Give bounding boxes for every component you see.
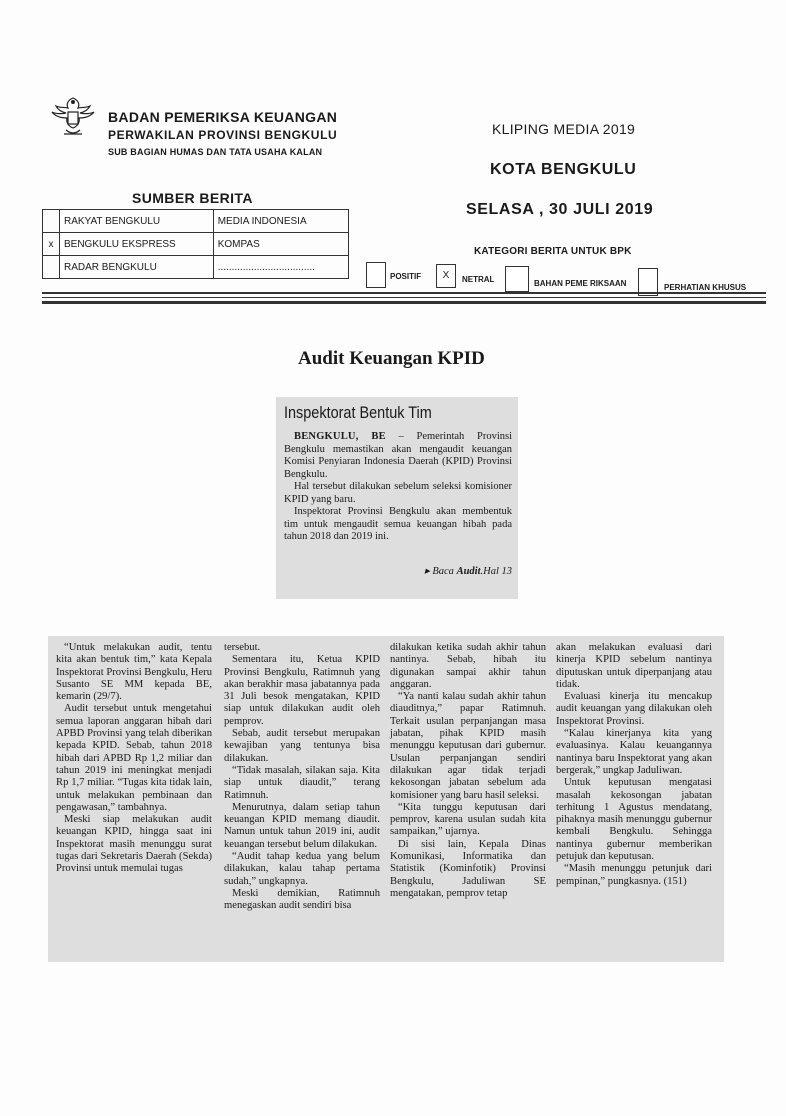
paragraph: “Ya nanti kalau sudah akhir tahun diauditnya,” papar Ratimnuh. Terkait usulan perpanjangan masa jabatan, pihak KPID masih menunggu keputusan dari gubernur. Usulan perpanjangan sendiri dilakukan agar tidak terjadi kekosongan jabatan sebelum ada komisioner yang baru hasil seleksi.: [390, 691, 546, 801]
kategori-label-perhatian: PERHATIAN KHUSUS: [664, 283, 747, 292]
paragraph: Meski demikian, Ratimnuh menegaskan audit sendiri bisa: [224, 887, 380, 912]
lead-paragraph: BENGKULU, BE – Pemerintah Provinsi Bengkulu memastikan akan mengaudit keuangan Komisi Penyiaran Indonesia Daerah (KPID) Provinsi Bengkulu.: [284, 431, 513, 480]
paragraph: “Kalau kinerjanya kita yang evaluasinya. Kalau keuangannya nantinya baru Inspektorat yang akan bergerak,” ungkap Jaduliwan.: [556, 728, 712, 776]
clipping-continuation: [48, 636, 724, 962]
kategori-label-netral: NETRAL: [462, 275, 495, 284]
date-label: SELASA , 30 JULI 2019: [466, 201, 654, 218]
kategori-label-positif: POSITIF: [390, 272, 422, 281]
org-name-line1: BADAN PEMERIKSA KEUANGAN: [108, 109, 338, 125]
org-name-line3: SUB BAGIAN HUMAS DAN TATA USAHA KALAN: [108, 147, 323, 157]
kliping-label: KLIPING MEDIA 2019: [492, 121, 636, 137]
paragraph: tersebut.: [224, 642, 261, 653]
paragraph: dilakukan ketika sudah akhir tahun nantinya. Sebab, hibah itu digunakan sampai akhir tahun anggaran.: [390, 642, 546, 690]
source-checkbox[interactable]: [43, 256, 60, 279]
source-name: RADAR BENGKULU: [60, 256, 214, 279]
kategori-checkbox-positif[interactable]: [366, 262, 386, 288]
paragraph: Audit tersebut untuk mengetahui semua laporan anggaran hibah dari APBD Provinsi yang telah diberikan kepada KPID. Sebab, tahun 2018 hibah dari APBD Rp 1,2 miliar dan tahun 2019 ini meningkat menjadi Rp 1,7 miliar. “Tugas kita tidak lain, untuk melakukan pembinaan dan pengawasan,” tambahnya.: [56, 703, 212, 813]
article-headline: Audit Keuangan KPID: [298, 348, 485, 369]
kota-label: KOTA BENGKULU: [490, 161, 637, 178]
table-row: [43, 256, 349, 279]
continue-reference: ▸ Baca Audit.Hal 13: [424, 566, 512, 577]
garuda-emblem-icon: [44, 88, 102, 146]
paragraph: “Tidak masalah, silakan saja. Kita siap untuk diaudit,” terang Ratimnuh.: [224, 764, 380, 801]
table-row: [43, 233, 349, 256]
source-checkbox[interactable]: x: [43, 233, 60, 256]
kategori-checkbox-netral[interactable]: X: [436, 264, 456, 288]
clip-lead-body: [284, 431, 512, 544]
source-name: ...................................: [213, 256, 348, 279]
source-name: KOMPAS: [213, 233, 348, 256]
triangle-right-icon: ▸: [424, 566, 430, 577]
table-row: [43, 210, 349, 233]
paragraph: Sementara itu, Ketua KPID Provinsi Bengkulu, Ratimnuh yang akan berakhir masa jabatannya pada 31 Juli besok mengatakan, KPID siap untuk dilakukan audit oleh pemprov.: [224, 654, 380, 727]
kategori-title: KATEGORI BERITA UNTUK BPK: [474, 246, 632, 257]
article-column-3: [390, 642, 546, 900]
paragraph: “Masih menunggu petunjuk dari pempinan,” pungkasnya. (151): [556, 863, 712, 887]
paragraph: Untuk keputusan mengatasi masalah kekosongan jabatan terhitung 1 Agustus mendatang, pihaknya masih menunggu gubernur kembali Bengkulu. Sehingga nantinya gubernur memberikan petujuk dan keputusan.: [556, 777, 712, 863]
article-column-4: [556, 642, 712, 888]
source-name: BENGKULU EKSPRESS: [60, 233, 214, 256]
paragraph: Menurutnya, dalam setiap tahun keuangan KPID memang diaudit. Namun untuk tahun 2019 ini, audit keuangan tersebut belum dilakukan.: [224, 801, 380, 850]
header-divider: [42, 292, 766, 294]
kategori-checkbox-bahan[interactable]: [505, 266, 529, 292]
clip-title: Inspektorat Bentuk Tim: [284, 403, 432, 422]
paragraph: “Kita tunggu keputusan dari pemprov, karena usulan sudah kita sampaikan,” ujarnya.: [390, 801, 546, 838]
lead-paragraph: Hal tersebut dilakukan sebelum seleksi komisioner KPID yang baru.: [284, 481, 512, 505]
article-column-1: [56, 642, 212, 876]
kategori-label-bahan: BAHAN PEME RIKSAAN: [534, 279, 627, 288]
article-column-2: [224, 642, 380, 913]
paragraph: Di sisi lain, Kepala Dinas Komunikasi, Informatika dan Statistik (Kominfotik) Provinsi Bengkulu, Jaduliwan SE mengatakan, pemprov tetap: [390, 838, 546, 899]
paragraph: Meski siap melakukan audit keuangan KPID, hingga saat ini Inspektorat masih menunggu surat tugas dari Sekretaris Daerah (Sekda) Provinsi untuk memulai tugas: [56, 814, 212, 875]
paragraph: Evaluasi kinerja itu mencakup audit keuangan yang dilakukan oleh Inspektorat Provinsi.: [556, 691, 712, 727]
sumber-berita-title: SUMBER BERITA: [132, 190, 253, 206]
source-name: RAKYAT BENGKULU: [60, 210, 214, 233]
clipping-lead: [276, 397, 518, 599]
source-checkbox[interactable]: [43, 210, 60, 233]
paragraph: “Audit tahap kedua yang belum dilakukan, kalau tahap pertama sudah,” ungkapnya.: [224, 851, 380, 887]
paragraph: Sebab, audit tersebut merupakan kewajiban yang tentunya bisa dilakukan.: [224, 728, 380, 764]
dateline: BENGKULU, BE: [294, 431, 386, 442]
sumber-berita-table: [42, 209, 349, 279]
org-name-line2: PERWAKILAN PROVINSI BENGKULU: [108, 128, 338, 142]
paragraph: “Untuk melakukan audit, tentu kita akan bentuk tim,” kata Kepala Inspektorat Provinsi Bengkulu, Heru Susanto SE MM kepada BE, kemarin (29/7).: [56, 642, 212, 703]
header-divider: [42, 301, 766, 304]
source-name: MEDIA INDONESIA: [213, 210, 348, 233]
lead-paragraph: Inspektorat Provinsi Bengkulu akan membentuk tim untuk mengaudit semua keuangan hibah pada tahun 2018 dan 2019 ini.: [284, 506, 512, 542]
header-divider: [42, 297, 766, 298]
paragraph: akan melakukan evaluasi dari kinerja KPID sebelum nantinya diputuskan untuk diperpanjang atau tidak.: [556, 642, 712, 690]
